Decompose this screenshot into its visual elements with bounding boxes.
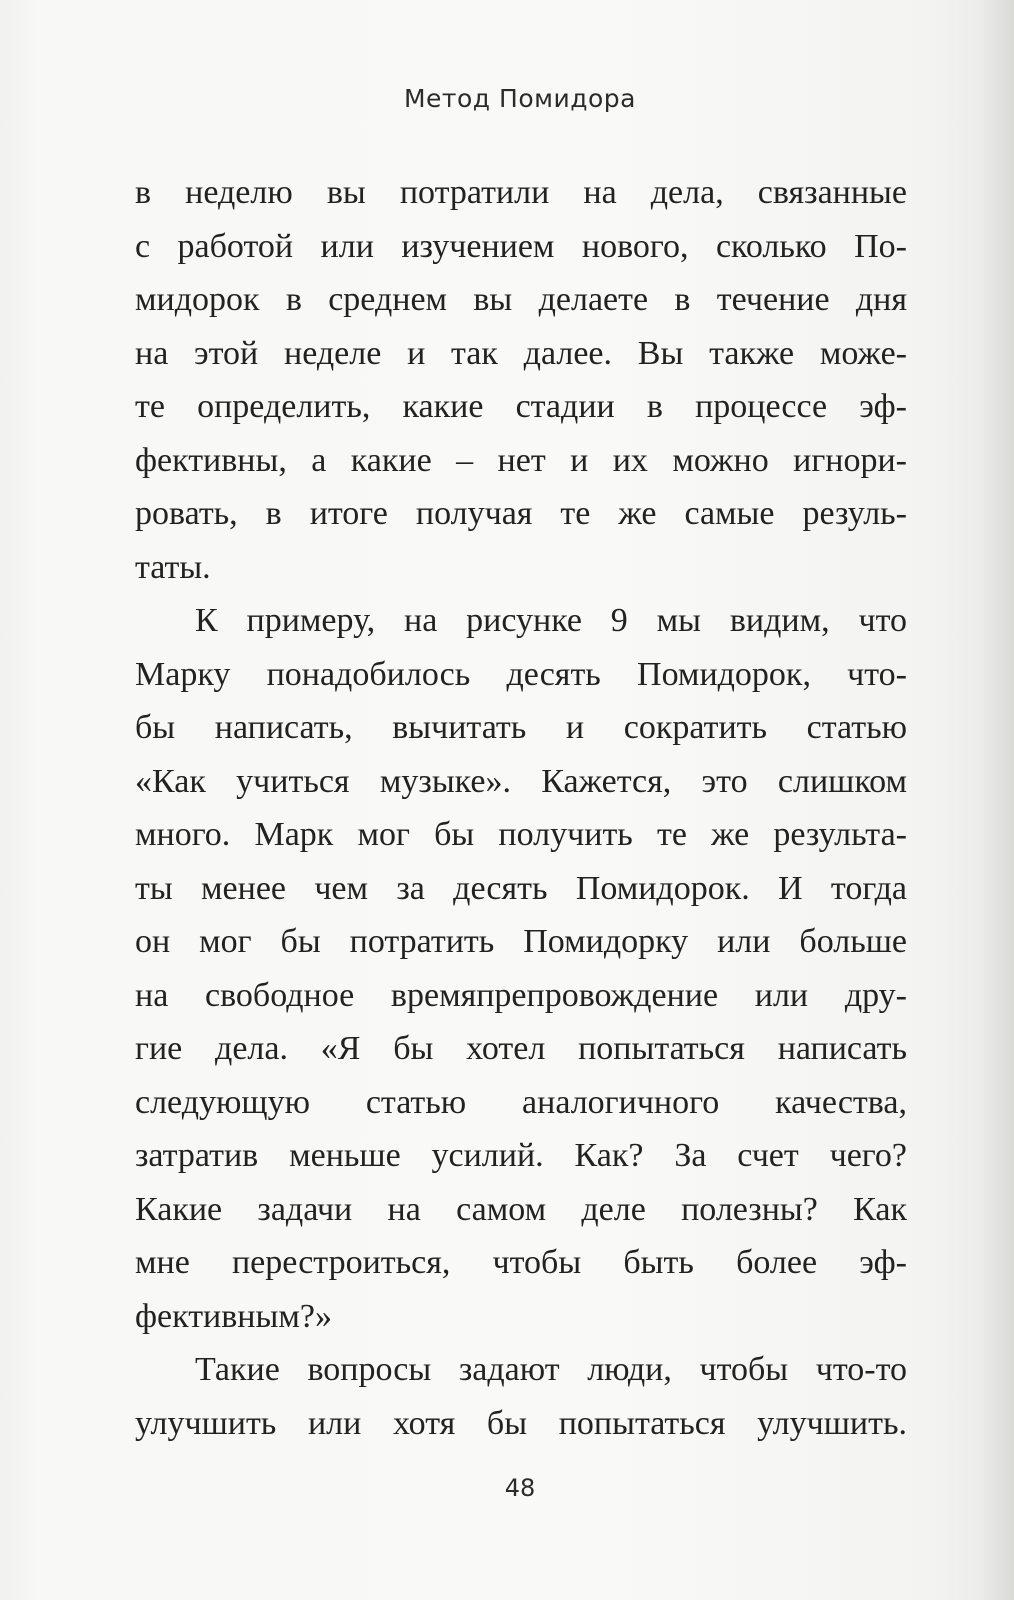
text-line: мидорок в среднем вы делаете в течение дня bbox=[135, 281, 907, 318]
paragraph-1 bbox=[135, 166, 907, 594]
paragraph-3 bbox=[135, 1343, 907, 1450]
text-line: на свободное времяпрепровождение или дру- bbox=[135, 976, 907, 1014]
text-line: с работой или изучением нового, сколько По- bbox=[135, 227, 907, 265]
text-line: фективным?» bbox=[135, 1297, 332, 1335]
text-line: на этой неделе и так далее. Вы также може- bbox=[135, 334, 907, 372]
text-line: К примеру, на рисунке 9 мы видим, что bbox=[195, 602, 907, 639]
text-line: фективны, а какие – нет и их можно игнори- bbox=[135, 441, 907, 479]
text-line: гие дела. «Я бы хотел попытаться написать bbox=[135, 1030, 907, 1067]
body-text bbox=[135, 166, 907, 1450]
text-line: затратив меньше усилий. Как? За счет чего? bbox=[135, 1137, 907, 1174]
text-line: он мог бы потратить Помидорку или больше bbox=[135, 923, 907, 960]
page-number: 48 bbox=[504, 1474, 536, 1502]
text-line: ты менее чем за десять Помидорок. И тогда bbox=[135, 869, 907, 907]
text-line: много. Марк мог бы получить те же результа- bbox=[135, 816, 907, 853]
text-line: бы написать, вычитать и сократить статью bbox=[135, 709, 907, 746]
text-line: мне перестроиться, чтобы быть более эф- bbox=[135, 1244, 907, 1281]
paragraph-2 bbox=[135, 594, 907, 1343]
text-line: следующую статью аналогичного качества, bbox=[135, 1083, 907, 1121]
text-line: Марку понадобилось десять Помидорок, что- bbox=[135, 655, 907, 693]
running-header: Метод Помидора bbox=[403, 84, 636, 113]
text-line: ровать, в итоге получая те же самые резуль- bbox=[135, 495, 907, 532]
text-line: в неделю вы потратили на дела, связанные bbox=[135, 174, 907, 211]
text-line: «Как учиться музыке». Кажется, это слишком bbox=[135, 762, 907, 800]
text-line: Такие вопросы задают люди, чтобы что-то bbox=[195, 1351, 907, 1388]
text-line: Какие задачи на самом деле полезны? Как bbox=[135, 1190, 907, 1228]
text-line: улучшить или хотя бы попытаться улучшить. bbox=[135, 1404, 907, 1442]
text-line: те определить, какие стадии в процессе эф- bbox=[135, 388, 907, 425]
text-line: таты. bbox=[135, 548, 211, 586]
